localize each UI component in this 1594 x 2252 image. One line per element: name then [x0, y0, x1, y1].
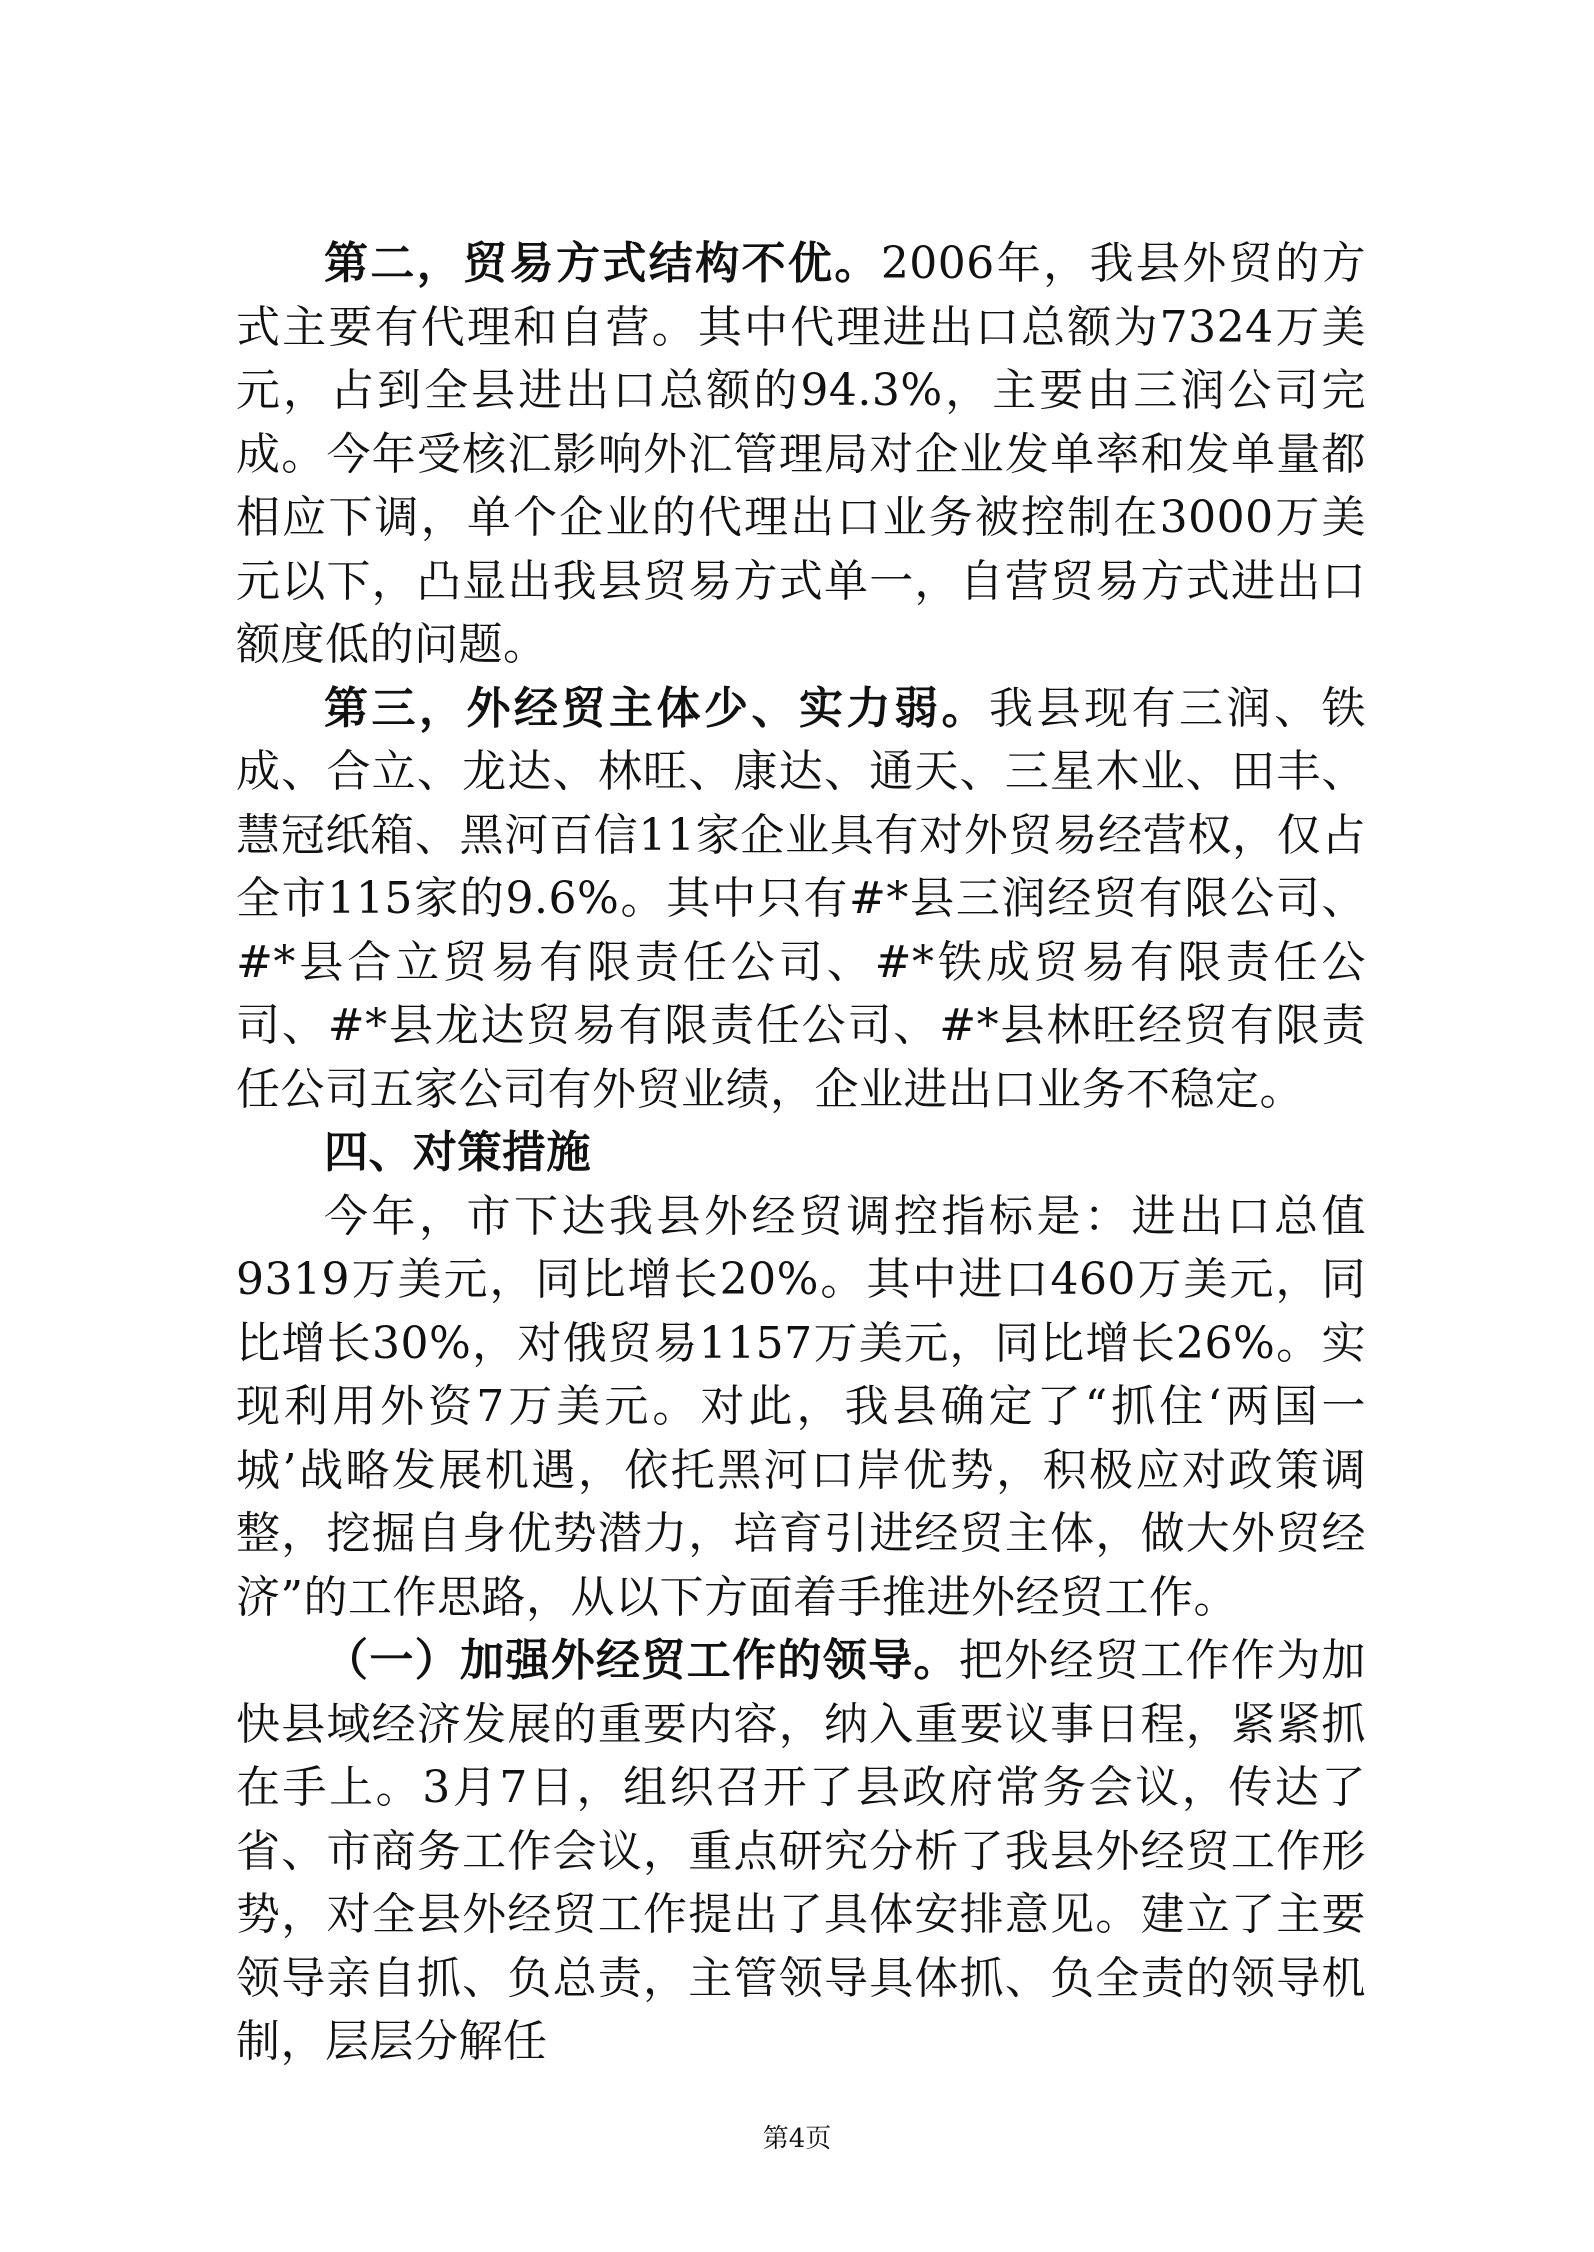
paragraph-leadership [236, 1629, 1366, 2074]
paragraph-text: 今年，市下达我县外经贸调控指标是：进出口总值9319万美元，同比增长20%。其中进口460万美元，同比增长30%，对俄贸易1157万美元，同比增长26%。实现利用外资7万美元。对此，我县确定了“抓住‘两国一城’战略发展机遇，依托黑河口岸优势，积极应对政策调整，挖掘自身优势潜力，培育引进经贸主体，做大外贸经济”的工作思路，从以下方面着手推进外经贸工作。 [236, 1190, 1366, 1623]
paragraph-text: 2006年，我县外贸的方式主要有代理和自营。其中代理进出口总额为7324万美元，占到全县进出口总额的94.3%，主要由三润公司完成。今年受核汇影响外汇管理局对企业发单率和发单量都相应下调，单个企业的代理出口业务被控制在3000万美元以下，凸显出我县贸易方式单一，自营贸易方式进出口额度低的问题。 [236, 238, 1366, 670]
paragraph-lead: 第三，外经贸主体少、实力弱。 [324, 682, 989, 734]
paragraph-trade-entities [236, 677, 1366, 1122]
paragraph-targets [236, 1185, 1366, 1630]
paragraph-text: 我县现有三润、铁成、合立、龙达、林旺、康达、通天、三星木业、田丰、慧冠纸箱、黑河百信11家企业具有对外贸易经营权，仅占全市115家的9.6%。其中只有#*县三润经贸有限公司、#*县合立贸易有限责任公司、#*铁成贸易有限责任公司、#*县龙达贸易有限责任公司、#*县林旺经贸有限责任公司五家公司有外贸业绩，企业进出口业务不稳定。 [236, 682, 1366, 1115]
paragraph-lead: 第二，贸易方式结构不优。 [324, 238, 881, 289]
document-body [236, 232, 1366, 2074]
paragraph-text: 把外经贸工作作为加快县域经济发展的重要内容，纳入重要议事日程，紧紧抓在手上。3月7日，组织召开了县政府常务会议，传达了省、市商务工作会议，重点研究分析了我县外经贸工作形势，对全县外经贸工作提出了具体安排意见。建立了主要领导亲自抓、负总责，主管领导具体抓、负全责的领导机制，层层分解任 [236, 1635, 1367, 2067]
section-heading: 四、对策措施 [324, 1127, 591, 1178]
page-number: 第4页 [762, 2124, 832, 2154]
paragraph-trade-structure [236, 232, 1366, 677]
paragraph-lead: （一）加强外经贸工作的领导。 [324, 1635, 959, 1686]
